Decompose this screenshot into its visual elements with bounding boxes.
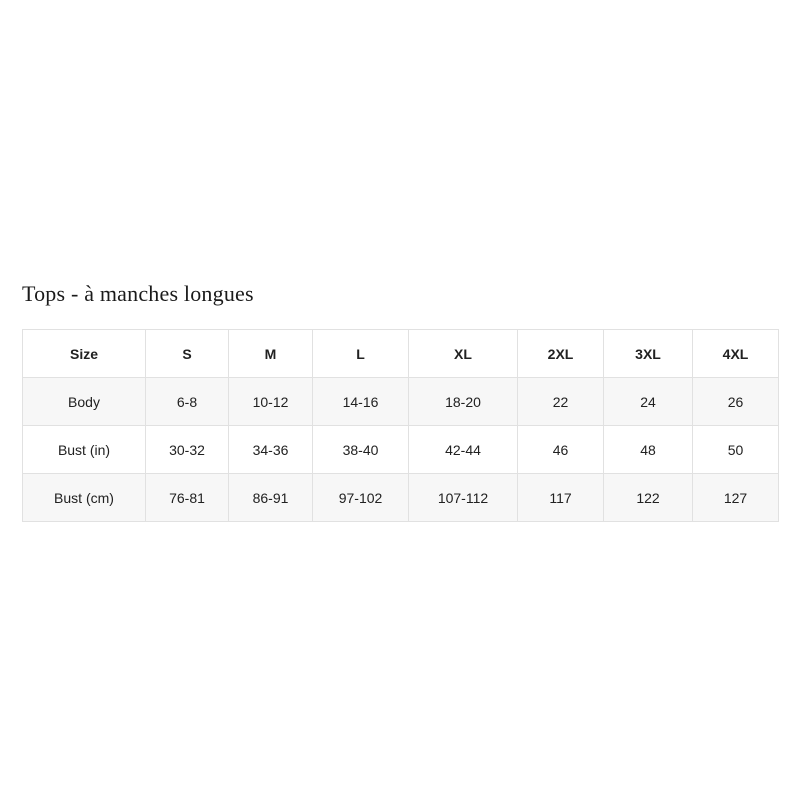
size-chart-title: Tops - à manches longues [22,281,254,306]
table-cell: 42-44 [409,426,518,474]
table-cell: 76-81 [146,474,229,522]
table-cell: 18-20 [409,378,518,426]
table-cell: 30-32 [146,426,229,474]
table-row-bust-in [23,426,779,474]
column-header-m: M [229,330,313,378]
row-label: Body [23,378,146,426]
table-cell: 86-91 [229,474,313,522]
table-cell: 107-112 [409,474,518,522]
column-header-l: L [313,330,409,378]
table-cell: 34-36 [229,426,313,474]
table-cell: 122 [604,474,693,522]
column-header-size: Size [23,330,146,378]
column-header-3xl: 3XL [604,330,693,378]
column-header-4xl: 4XL [693,330,779,378]
size-table-header-row [23,330,779,378]
table-cell: 46 [518,426,604,474]
table-cell: 26 [693,378,779,426]
table-cell: 24 [604,378,693,426]
column-header-xl: XL [409,330,518,378]
table-cell: 50 [693,426,779,474]
column-header-s: S [146,330,229,378]
table-cell: 117 [518,474,604,522]
row-label: Bust (in) [23,426,146,474]
table-cell: 10-12 [229,378,313,426]
size-table [22,329,779,522]
table-row-bust-cm [23,474,779,522]
row-label: Bust (cm) [23,474,146,522]
table-cell: 48 [604,426,693,474]
table-row-body [23,378,779,426]
table-cell: 22 [518,378,604,426]
column-header-2xl: 2XL [518,330,604,378]
table-cell: 97-102 [313,474,409,522]
table-cell: 127 [693,474,779,522]
table-cell: 14-16 [313,378,409,426]
table-cell: 38-40 [313,426,409,474]
table-cell: 6-8 [146,378,229,426]
